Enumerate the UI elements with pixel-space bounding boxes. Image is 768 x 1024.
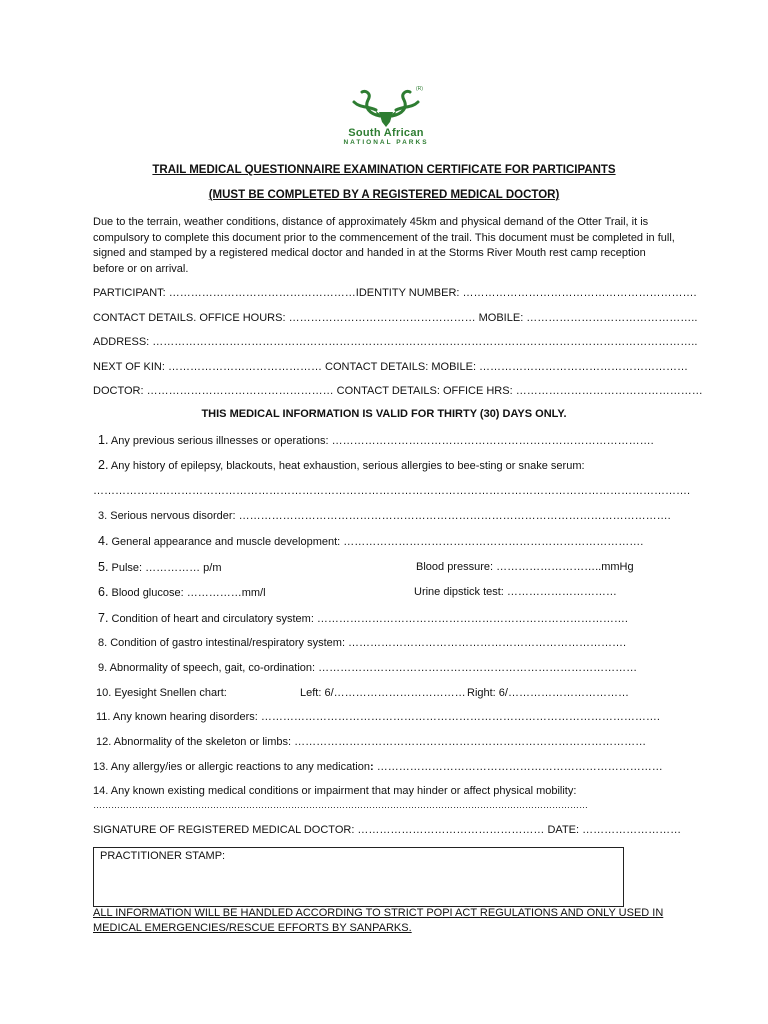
- question-10-label: 10. Eyesight Snellen chart:: [96, 687, 227, 699]
- question-number: 4.: [98, 534, 109, 548]
- question-text: 13. Any allergy/ies or allergic reactions to any medication: [93, 761, 370, 773]
- question-7[interactable]: [98, 611, 628, 626]
- intro-paragraph: Due to the terrain, weather conditions, distance of approximately 45km and physical demand of the Otter Trail, it is compulsory to complete this document prior to the commencement of the trail. This document must be completed in full, signed and stamped by a registered medical doctor and handed in at the Storms River Mouth rest camp reception before or on arrival.: [93, 216, 675, 275]
- question-text: Condition of heart and circulatory system: ………………………………………………………………………….: [111, 613, 628, 625]
- urine-dipstick-field[interactable]: Urine dipstick test: …………………………: [414, 586, 617, 598]
- next-of-kin-field[interactable]: NEXT OF KIN: …………………………………… CONTACT DETAILS: MOBILE: …………………………………………………: [93, 361, 689, 373]
- question-12[interactable]: 12. Abnormality of the skeleton or limbs: ……………………………………………………………………………………: [96, 736, 647, 748]
- document-title: TRAIL MEDICAL QUESTIONNAIRE EXAMINATION CERTIFICATE FOR PARTICIPANTS: [152, 164, 616, 176]
- question-6-glucose[interactable]: [98, 585, 266, 600]
- question-text: Any history of epilepsy, blackouts, heat exhaustion, serious allergies to bee-sting or snake serum:: [110, 460, 585, 472]
- address-field[interactable]: ADDRESS: …………………………………………………………………………………………………………………………………..: [93, 336, 698, 348]
- popi-disclaimer: ALL INFORMATION WILL BE HANDLED ACCORDING TO STRICT POPI ACT REGULATIONS AND ONLY USED IN MEDICAL EMERGENCIES/RESCUE EFFORTS BY SANPARKS.: [93, 907, 664, 934]
- question-5-pulse[interactable]: [98, 560, 222, 575]
- validity-notice: THIS MEDICAL INFORMATION IS VALID FOR THIRTY (30) DAYS ONLY.: [201, 408, 567, 420]
- answer-line: ……………………………………………………………………: [373, 761, 663, 773]
- eyesight-left-field[interactable]: Left: 6/………………………………: [300, 687, 466, 699]
- kudu-head-icon: [346, 86, 426, 128]
- eyesight-right-field[interactable]: Right: 6/……………………………: [467, 687, 629, 699]
- stamp-label: PRACTITIONER STAMP:: [100, 850, 226, 862]
- question-9[interactable]: 9. Abnormality of speech, gait, co-ordination: ……………………………………………………………………………: [98, 662, 638, 674]
- question-colon: :: [369, 761, 374, 773]
- question-number: 5.: [98, 560, 109, 574]
- participant-field[interactable]: PARTICIPANT: ……………………………………………IDENTITY NUMBER: ……………………………………………………….: [93, 287, 697, 299]
- blood-glucose-field: Blood glucose: ……………mm/l: [111, 587, 266, 599]
- question-3[interactable]: 3. Serious nervous disorder: ……………………………………………………………………………………………………….: [98, 510, 671, 522]
- question-text: General appearance and muscle development: ……………………………………………………………………….: [111, 536, 644, 548]
- signature-date-field[interactable]: SIGNATURE OF REGISTERED MEDICAL DOCTOR: …………………………………………… DATE: ………………………: [93, 824, 682, 836]
- question-2[interactable]: [98, 458, 585, 473]
- question-2-answer-line[interactable]: ……………………………………………………………………………………………………………………………………………….: [93, 485, 691, 497]
- contact-office-field[interactable]: CONTACT DETAILS. OFFICE HOURS: …………………………………………… MOBILE: ………………………………………..: [93, 312, 698, 324]
- question-number: 1.: [98, 433, 109, 447]
- question-4[interactable]: [98, 534, 643, 549]
- registered-mark: (R): [416, 86, 423, 92]
- question-8[interactable]: 8. Condition of gastro intestinal/respiratory system: ………………………………………………………………….: [98, 637, 627, 649]
- pulse-field: Pulse: …………… p/m: [111, 562, 222, 574]
- question-14[interactable]: 14. Any known existing medical conditions or impairment that may hinder or affect physical mobility:: [93, 785, 577, 797]
- question-text: Any previous serious illnesses or operations: …………………………………………………………………………….: [110, 435, 654, 447]
- question-number: 6.: [98, 585, 109, 599]
- logo-text-line2: NATIONAL PARKS: [343, 139, 429, 146]
- question-13[interactable]: [93, 760, 663, 774]
- practitioner-stamp-box[interactable]: [93, 847, 624, 907]
- logo-text-line1: South African: [348, 127, 424, 139]
- doctor-field[interactable]: DOCTOR: …………………………………………… CONTACT DETAILS: OFFICE HRS: ……………………………………………: [93, 385, 703, 397]
- question-14-answer-line[interactable]: …………………………………………………………………………………………………………………………………………………: [93, 800, 588, 810]
- question-number: 7.: [98, 611, 109, 625]
- sanparks-logo: [330, 86, 442, 156]
- question-number: 2.: [98, 458, 109, 472]
- question-1[interactable]: [98, 433, 654, 448]
- document-subtitle: (MUST BE COMPLETED BY A REGISTERED MEDICAL DOCTOR): [208, 189, 560, 201]
- question-11[interactable]: 11. Any known hearing disorders: ……………………………………………………………………………………………….: [96, 711, 660, 723]
- blood-pressure-field[interactable]: Blood pressure: ………………………..mmHg: [416, 561, 634, 573]
